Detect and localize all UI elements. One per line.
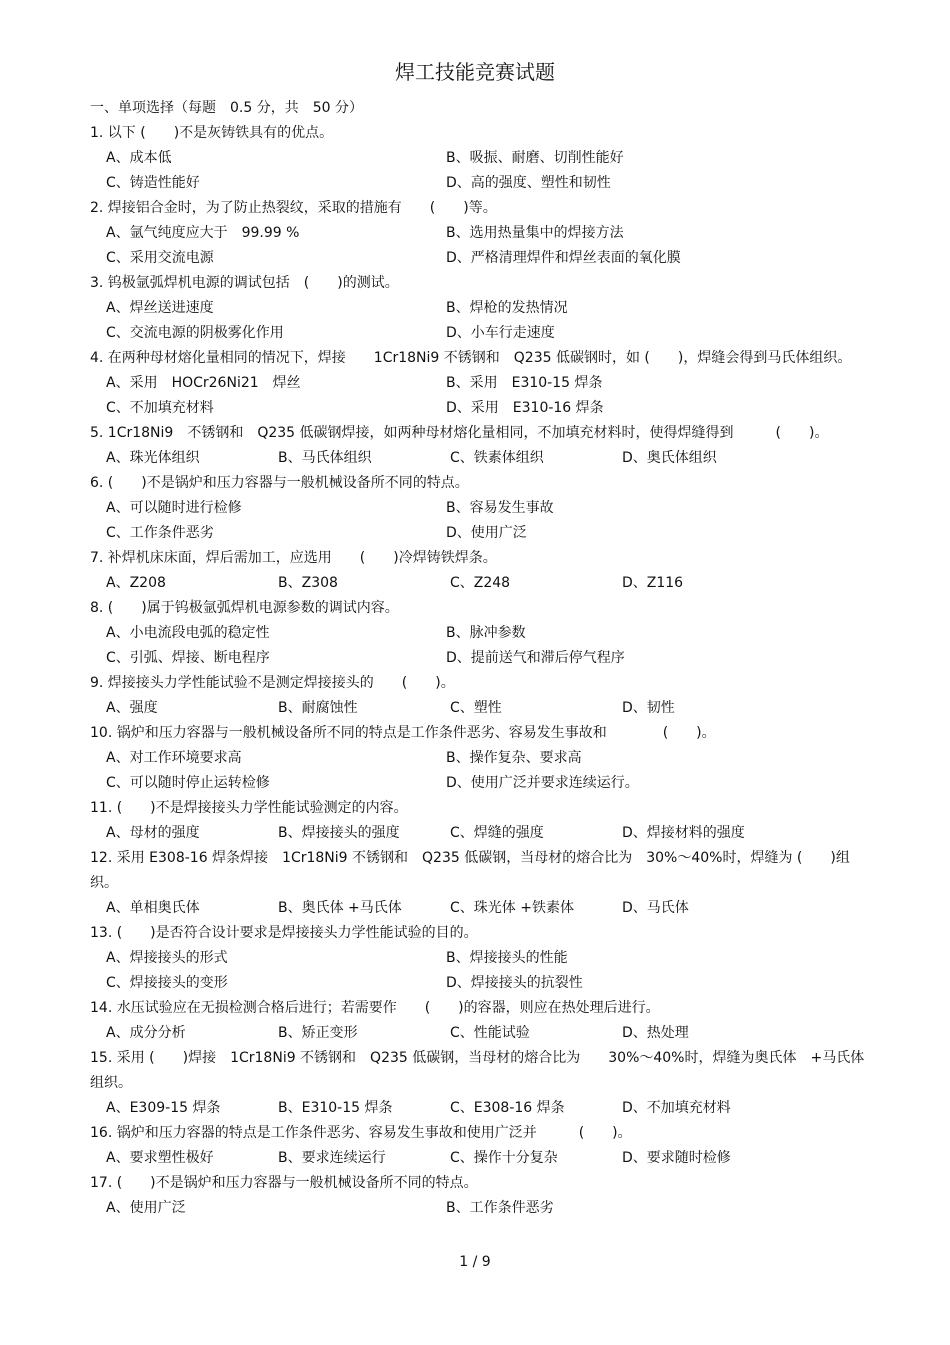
option-row	[90, 146, 870, 171]
option-a: A、焊接接头的形式	[106, 950, 228, 966]
option-d: D、不加填充材料	[622, 1100, 731, 1116]
option-c: C、Z248	[450, 575, 511, 591]
option-row	[90, 946, 870, 971]
option-c: C、工作条件恶劣	[106, 525, 214, 541]
option-a: A、珠光体组织	[106, 450, 200, 466]
option-c: C、珠光体 +铁素体	[450, 900, 574, 916]
option-b: B、耐腐蚀性	[278, 700, 358, 716]
option-d: D、提前送气和滞后停气程序	[446, 650, 625, 666]
option-row	[90, 396, 870, 421]
option-b: B、马氏体组织	[278, 450, 372, 466]
option-b: B、焊接接头的强度	[278, 825, 400, 841]
question-text: 13. ( )是否符合设计要求是焊接接头力学性能试验的目的。	[90, 925, 478, 941]
option-row	[90, 771, 870, 796]
option-row	[90, 496, 870, 521]
option-c: C、塑性	[450, 700, 502, 716]
question-text: 3. 钨极氩弧焊机电源的调试包括 ( )的测试。	[90, 275, 399, 291]
option-row	[90, 896, 870, 921]
option-b: B、吸振、耐磨、切削性能好	[446, 150, 624, 166]
option-row	[90, 246, 870, 271]
question-text: 15. 采用 ( )焊接 1Cr18Ni9 不锈钢和 Q235 低碳钢，当母材的熔合比为 30%～40%时，焊缝为奥氏体 +马氏体组织。	[90, 1050, 865, 1091]
option-row	[90, 521, 870, 546]
option-c: C、操作十分复杂	[450, 1150, 558, 1166]
option-b: B、容易发生事故	[446, 500, 554, 516]
option-c: C、E308-16 焊条	[450, 1100, 565, 1116]
option-row	[90, 1146, 870, 1171]
option-c: C、引弧、焊接、断电程序	[106, 650, 270, 666]
question-text: 5. 1Cr18Ni9 不锈钢和 Q235 低碳钢焊接，如两种母材熔化量相同，不加填充材料时，使得焊缝得到 ( )。	[90, 425, 829, 441]
option-d: D、采用 E310-16 焊条	[446, 400, 604, 416]
option-a: A、成分分析	[106, 1025, 186, 1041]
option-row	[90, 571, 870, 596]
option-a: A、可以随时进行检修	[106, 500, 242, 516]
option-b: B、要求连续运行	[278, 1150, 386, 1166]
option-c: C、性能试验	[450, 1025, 530, 1041]
option-row	[90, 371, 870, 396]
option-c: C、交流电源的阴极雾化作用	[106, 325, 284, 341]
option-b: B、选用热量集中的焊接方法	[446, 225, 624, 241]
option-d: D、焊接材料的强度	[622, 825, 745, 841]
option-d: D、韧性	[622, 700, 675, 716]
question-text: 2. 焊接铝合金时，为了防止热裂纹，采取的措施有 ( )等。	[90, 200, 497, 216]
option-row	[90, 821, 870, 846]
option-row	[90, 1196, 870, 1221]
option-d: D、使用广泛	[446, 525, 527, 541]
question-text: 14. 水压试验应在无损检测合格后进行；若需要作 ( )的容器，则应在热处理后进行。	[90, 1000, 660, 1016]
option-d: D、使用广泛并要求连续运行。	[446, 775, 639, 791]
page-title: 焊工技能竞赛试题	[395, 60, 555, 84]
option-a: A、强度	[106, 700, 158, 716]
option-a: A、焊丝送进速度	[106, 300, 214, 316]
option-a: A、E309-15 焊条	[106, 1100, 221, 1116]
option-b: B、E310-15 焊条	[278, 1100, 393, 1116]
question-text: 6. ( )不是锅炉和压力容器与一般机械设备所不同的特点。	[90, 475, 469, 491]
option-b: B、焊接接头的性能	[446, 950, 568, 966]
option-d: D、奥氏体组织	[622, 450, 717, 466]
question-text: 17. ( )不是锅炉和压力容器与一般机械设备所不同的特点。	[90, 1175, 478, 1191]
option-row	[90, 171, 870, 196]
option-c: C、不加填充材料	[106, 400, 214, 416]
option-row	[90, 221, 870, 246]
option-b: B、矫正变形	[278, 1025, 358, 1041]
option-row	[90, 446, 870, 471]
option-c: C、铸造性能好	[106, 175, 200, 191]
option-d: D、Z116	[622, 575, 684, 591]
option-b: B、采用 E310-15 焊条	[446, 375, 603, 391]
option-a: A、母材的强度	[106, 825, 200, 841]
option-c: C、采用交流电源	[106, 250, 214, 266]
option-d: D、高的强度、塑性和韧性	[446, 175, 611, 191]
option-a: A、要求塑性极好	[106, 1150, 214, 1166]
question-list	[90, 96, 870, 1221]
option-c: C、可以随时停止运转检修	[106, 775, 270, 791]
question-text: 11. ( )不是焊接接头力学性能试验测定的内容。	[90, 800, 408, 816]
option-a: A、Z208	[106, 575, 166, 591]
option-c: C、铁素体组织	[450, 450, 544, 466]
option-a: A、单相奥氏体	[106, 900, 200, 916]
option-a: A、小电流段电弧的稳定性	[106, 625, 270, 641]
option-b: B、Z308	[278, 575, 338, 591]
option-a: A、使用广泛	[106, 1200, 186, 1216]
question-text: 16. 锅炉和压力容器的特点是工作条件恶劣、容易发生事故和使用广泛并 ( )。	[90, 1125, 632, 1141]
question-text: 9. 焊接接头力学性能试验不是测定焊接接头的 ( )。	[90, 675, 455, 691]
option-d: D、小车行走速度	[446, 325, 555, 341]
option-c: C、焊接接头的变形	[106, 975, 228, 991]
option-d: D、热处理	[622, 1025, 689, 1041]
option-c: C、焊缝的强度	[450, 825, 544, 841]
option-b: B、操作复杂、要求高	[446, 750, 582, 766]
option-row	[90, 1096, 870, 1121]
question-text: 1. 以下 ( )不是灰铸铁具有的优点。	[90, 125, 334, 141]
option-a: A、成本低	[106, 150, 172, 166]
option-row	[90, 321, 870, 346]
option-row	[90, 1021, 870, 1046]
question-text: 12. 采用 E308-16 焊条焊接 1Cr18Ni9 不锈钢和 Q235 低碳钢，当母材的熔合比为 30%～40%时，焊缝为 ( )组织。	[90, 850, 850, 891]
option-d: D、要求随时检修	[622, 1150, 731, 1166]
option-row	[90, 696, 870, 721]
option-row	[90, 646, 870, 671]
option-d: D、马氏体	[622, 900, 689, 916]
question-text: 10. 锅炉和压力容器与一般机械设备所不同的特点是工作条件恶劣、容易发生事故和 ( )。	[90, 725, 716, 741]
question-text: 4. 在两种母材熔化量相同的情况下，焊接 1Cr18Ni9 不锈钢和 Q235 低碳钢时，如 ( )，焊缝会得到马氏体组织。	[90, 350, 852, 366]
option-d: D、严格清理焊件和焊丝表面的氧化膜	[446, 250, 681, 266]
question-text: 7. 补焊机床床面，焊后需加工，应选用 ( )冷焊铸铁焊条。	[90, 550, 497, 566]
option-d: D、焊接接头的抗裂性	[446, 975, 583, 991]
section-heading: 一、单项选择（每题 0.5 分，共 50 分）	[90, 100, 363, 116]
option-b: B、脉冲参数	[446, 625, 526, 641]
option-b: B、焊枪的发热情况	[446, 300, 568, 316]
option-a: A、氩气纯度应大于 99.99 %	[106, 225, 300, 241]
option-row	[90, 746, 870, 771]
option-b: B、奥氏体 +马氏体	[278, 900, 402, 916]
question-text: 8. ( )属于钨极氩弧焊机电源参数的调试内容。	[90, 600, 399, 616]
option-a: A、采用 HOCr26Ni21 焊丝	[106, 375, 301, 391]
option-row	[90, 296, 870, 321]
option-b: B、工作条件恶劣	[446, 1200, 554, 1216]
page-number: 1 / 9	[459, 1254, 491, 1270]
option-a: A、对工作环境要求高	[106, 750, 242, 766]
option-row	[90, 971, 870, 996]
option-row	[90, 621, 870, 646]
